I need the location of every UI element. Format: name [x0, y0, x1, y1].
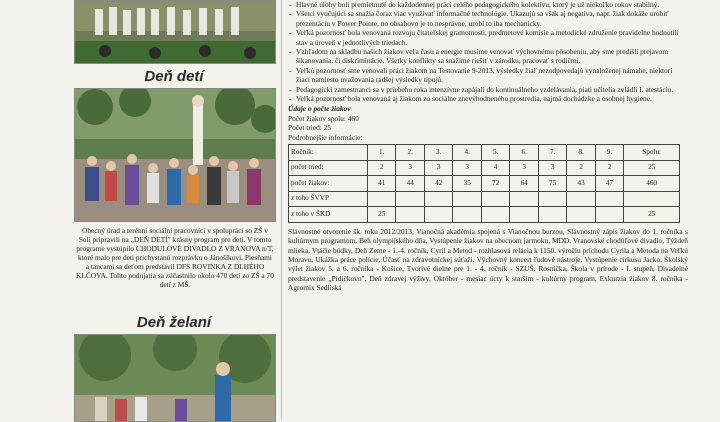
bullet-item: - Veľkú pozornosť sme venovali práci žiakom na Testovanie 9-2013, výsledky žiaľ nezodpovedajú vynaloženej námahe, niektorí žiaci namiesto uvažovania radšej výsledky tipujú.: [288, 66, 688, 85]
table-cell: 44: [396, 176, 424, 192]
table-cell: 4.: [453, 145, 481, 161]
table-cell: 3: [396, 160, 424, 176]
table-cell: 7.: [538, 145, 566, 161]
heading-day-children: Deň detí: [144, 68, 204, 85]
table-cell: 42: [424, 176, 452, 192]
table-cell: 47: [595, 176, 623, 192]
table-cell: 25: [368, 207, 396, 223]
table-cell: Ročník:: [289, 145, 368, 161]
table-cell: [453, 207, 481, 223]
table-cell: 2: [368, 160, 396, 176]
table-cell: 41: [368, 176, 396, 192]
table-cell: [424, 191, 452, 207]
table-cell: [396, 191, 424, 207]
table-cell: 4: [481, 160, 509, 176]
photo-day-wishes: [74, 334, 276, 422]
bullet-item: - Veľká pozornosť bola venovaná rozvoju čitateľskej gramotnosti, predmetové komisie a metodické združenie pravidelne hodnotili stav a úroveň v jednotlivých triedach.: [288, 28, 688, 47]
bullet-list: [288, 0, 688, 103]
total-students: Počet žiakov spolu: 460: [288, 113, 359, 123]
table-header-row: [289, 145, 680, 161]
stats-title: Údaje o počte žiakov: [288, 104, 351, 114]
photo-stage-performance: [74, 0, 276, 64]
table-cell: 3: [424, 160, 452, 176]
table-row: [289, 191, 680, 207]
table-cell: [538, 207, 566, 223]
table-cell: z toho ŠVVP: [289, 191, 368, 207]
table-row: [289, 207, 680, 223]
bullet-item: - Hlavné úlohy boli premietnuté do každodennej práci celého pedagogického kolektívu, ktorý je už niekoľko rokov stabilný.: [288, 0, 688, 9]
table-cell: [595, 191, 623, 207]
heading-day-wishes: Deň želaní: [136, 314, 212, 331]
table-cell: 2: [595, 160, 623, 176]
table-cell: 2.: [396, 145, 424, 161]
table-cell: z toho v ŠKD: [289, 207, 368, 223]
table-cell: 1.: [368, 145, 396, 161]
table-cell: [538, 191, 566, 207]
table-cell: 64: [510, 176, 538, 192]
table-cell: 3: [453, 160, 481, 176]
total-classes: Počet tried: 25: [288, 123, 332, 133]
table-cell: 5.: [481, 145, 509, 161]
table-cell: 43: [567, 176, 595, 192]
table-cell: [567, 191, 595, 207]
table-cell: [567, 207, 595, 223]
table-cell: 72: [481, 176, 509, 192]
right-column: [288, 0, 688, 292]
table-cell: 460: [624, 176, 680, 192]
table-cell: 35: [453, 176, 481, 192]
table-row: [289, 176, 680, 192]
table-cell: [510, 207, 538, 223]
table-cell: [595, 207, 623, 223]
table-cell: 25: [624, 207, 680, 223]
table-cell: 3.: [424, 145, 452, 161]
left-column: [74, 0, 274, 420]
table-cell: počet žiakov:: [289, 176, 368, 192]
table-cell: [396, 207, 424, 223]
column-divider: [281, 0, 282, 420]
bullet-item: - Pedagogickí zamestnanci sa v priebehu roka intenzívne zapájali do kontinuálneho vzdelávania, piati učitelia zvládli I. atestáciu.: [288, 85, 688, 94]
table-cell: počet tried:: [289, 160, 368, 176]
table-cell: 25: [624, 160, 680, 176]
table-cell: 6.: [510, 145, 538, 161]
caption-day-children: Obecný úrad a terénni sociálni pracovníci v spolupráci so ZŠ v Soli pripravili na „DEŇ DETÍ" krásny program pre deti. V tomto programe vystúpilo CHODULOVÉ DIVADLO Z VRANOVA n/T, ktoré malo pre deti prichystanú rozprávku o Jánošíkovi. Piesňami a tancami sa deťom predstavil DFS ROVINKA Z DLHÉHO KLČOVA. Tohto podujatia sa zúčastnilo okolo 470 detí zo ZŠ a 70 detí z MŠ.: [76, 226, 274, 289]
table-cell: [510, 191, 538, 207]
events-paragraph: Slávnostné otvorenie šk. roku 2012/2013, Vianočná akadémia spojená s Vianočnou burzou, Slávnostný zápis žiakov do 1. ročníka s kultúrnym programom, Beh olympijského dňa, Vystúpenie žiakov na obecnom jarmoku, MDD, Vranovské chodúľové divadlo, Týždeň mlieka, Vtáčie búdky, Deň Zeme - 1.-4. ročník, Cyril a Metod - rozhlasová relácia k 1150. výročiu príchodu Cyrila a Metoda na Veľkú Moravu, Ukážka práce polície, Účasť na zdravotníckej súťaži, Výchovný koncert ľudové nástroje, Vystúpenie cirkusu Jacko, Školský výlet žiakov 5. a 6. ročníka - Košice, Tvorivé dielne pre 1. - 4. ročník - SZUŠ, Rosnička, Škola v prírode - I. stupeň, Divadelné predstavenie „Pidičkovo", Deň zdravej výživy, Október - mesiac úcty k starším - kultúrny program, Exkurzia žiakov 8. ročníka - Agromix Sedliská: [288, 227, 688, 292]
bullet-item: - Vzhľadom na skladbu našich žiakov veľa času a energie musíme venovať výchovnému pôsobeniu, aby sme predišli prejavom šikanovania, či diskriminácie. Všetky konflikty sa snažíme riešiť v zárodku, pracovať s rodičmi.: [288, 47, 688, 66]
table-cell: [481, 191, 509, 207]
table-cell: 9.: [595, 145, 623, 161]
table-cell: [481, 207, 509, 223]
table-cell: Spolu:: [624, 145, 680, 161]
table-cell: 2: [567, 160, 595, 176]
bullet-item: - Všetci vyučujúci sa snažia čoraz viac využívať informačné technológie. Ukazujú sa však aj negatíva, napr. žiak dokáže urobiť prezentáciu v Power Pointe, no obsahovo je to nesprávne, urobí to iba mechanicky.: [288, 9, 688, 28]
table-cell: [453, 191, 481, 207]
table-cell: [424, 207, 452, 223]
table-cell: 8.: [567, 145, 595, 161]
photo-day-children: [74, 88, 276, 222]
bullet-item: - Veľká pozornosť bola venovaná aj žiakom zo sociálne znevýhodneného prostredia, najmä dochádzke a osobnej hygiene.: [288, 94, 688, 103]
table-cell: 75: [538, 176, 566, 192]
table-cell: [368, 191, 396, 207]
table-row: [289, 160, 680, 176]
detail-label: Podrobnejšie informácie:: [288, 132, 363, 142]
table-cell: 3: [510, 160, 538, 176]
student-stats-table: [288, 144, 680, 223]
table-cell: [624, 191, 680, 207]
table-cell: 3: [538, 160, 566, 176]
